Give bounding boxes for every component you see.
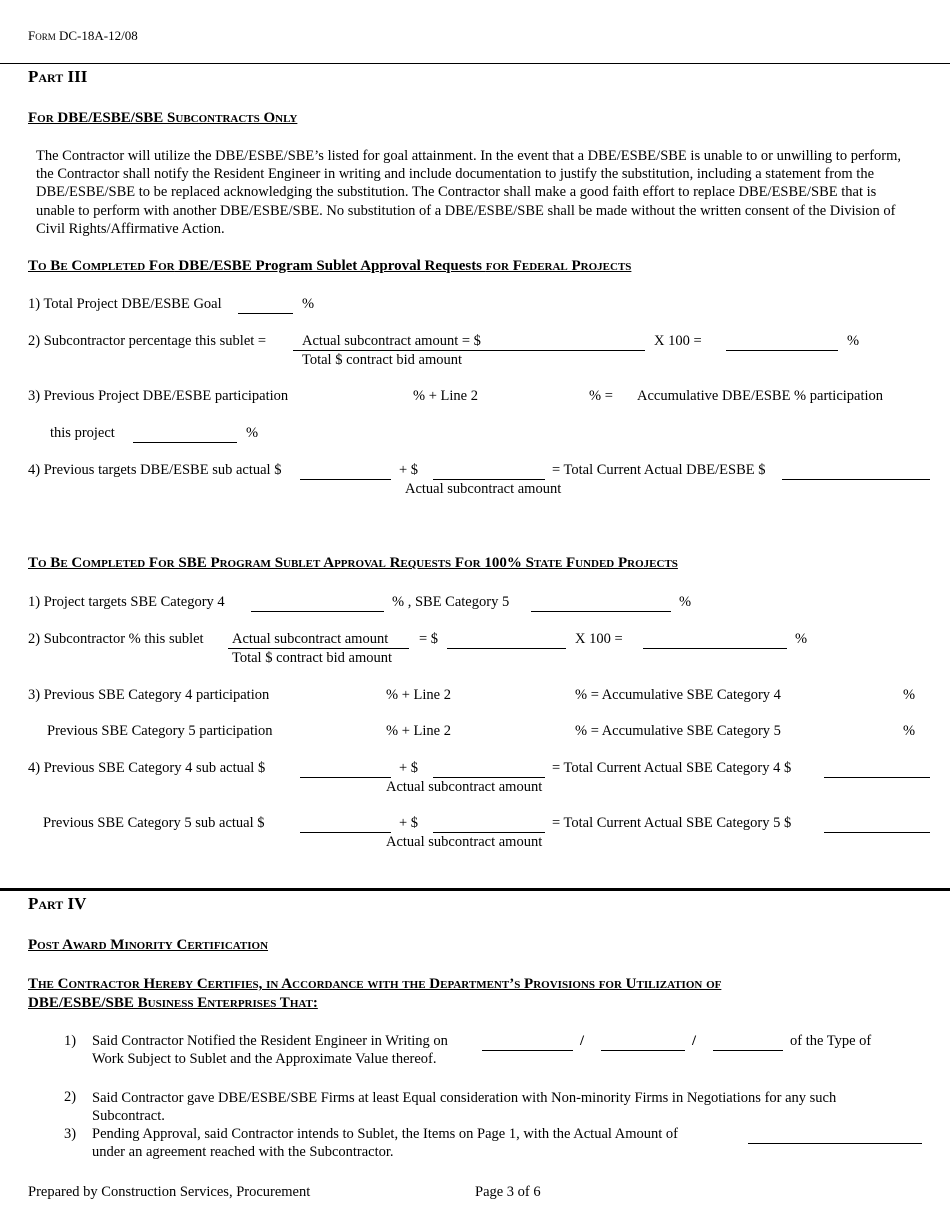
sbe-line3-label: 3) Previous SBE Category 4 participation — [28, 687, 270, 703]
fed-line4-total: = Total Current Actual DBE/ESBE $ — [552, 462, 766, 478]
fed-line1-pct: % — [302, 296, 315, 312]
cert-item-3-text: Pending Approval, said Contractor intends to Sublet, the Items on Page 1, with the Actual Amount of — [92, 1126, 678, 1142]
fed-line3-this-project: this project — [50, 425, 115, 441]
fed-line2-pct: % — [847, 333, 860, 349]
part3-section-title: For DBE/ESBE/SBE Subcontracts Only — [28, 110, 298, 126]
sbe-cat5-field[interactable] — [531, 611, 671, 612]
cert-item-3-text-b: under an agreement reached with the Subcontractor. — [92, 1144, 394, 1160]
cert-item-1-number: 1) — [64, 1033, 77, 1049]
cert-actual-amount-field[interactable] — [748, 1143, 922, 1144]
fed-this-project-field[interactable] — [133, 442, 237, 443]
cert-item-2-text: Said Contractor gave DBE/ESBE/SBE Firms at least Equal consideration with Non-minority Firms in Negotiations for any such Subcontract. — [92, 1090, 837, 1124]
sbe-cat4-field[interactable] — [251, 611, 384, 612]
cert-item-3-number: 3) — [64, 1126, 77, 1142]
fed-line2-denominator: Total $ contract bid amount — [302, 352, 463, 368]
sbe-cat4-total-field[interactable] — [824, 777, 930, 778]
sbe-line4-plus: + $ — [399, 760, 419, 776]
fed-line3-accum: Accumulative DBE/ESBE % participation — [637, 388, 884, 404]
sbe-line2-amount-field[interactable] — [447, 648, 566, 649]
sbe-cat5-prev-field[interactable] — [300, 832, 391, 833]
cert-item-1-text-b: of the Type of — [790, 1033, 872, 1049]
federal-section-title: To Be Completed For DBE/ESBE Program Sublet Approval Requests for Federal Projects — [28, 258, 632, 274]
fed-line2-x100: X 100 = — [654, 333, 702, 349]
fed-line4-actual-sub-caption: Actual subcontract amount — [405, 481, 562, 497]
sbe-cat5-actual-field[interactable] — [433, 832, 545, 833]
sbe-line1-label: 1) Project targets SBE Category 4 — [28, 594, 225, 610]
sbe-line1-pct: % — [679, 594, 692, 610]
sbe-line4b-label: Previous SBE Category 5 sub actual $ — [43, 815, 265, 831]
cert-item-2-number: 2) — [64, 1089, 77, 1105]
part4-section-title: Post Award Minority Certification — [28, 937, 269, 953]
fed-line3-pct: % — [246, 425, 259, 441]
sbe-line3-pct: % — [903, 687, 916, 703]
part3-paragraph: The Contractor will utilize the DBE/ESBE/SBE’s listed for goal attainment. In the event that a DBE/ESBE/SBE is unable to or unwilling to perform, the Contractor shall notify the Resident Engineer in writing and include documentation to justify the substitution, including a statement from the DBE/ESBE/SBE to be replaced acknowledging the substitution. The Contractor shall make a good faith effort to replace DBE/ESBE/SBE that is unable to perform with another DBE/ESBE/SBE. No substitution of a DBE/ESBE/SBE shall be made without the written consent of the Division of Civil Rights/Affirmative Action. — [36, 148, 902, 237]
fed-line2-label: 2) Subcontractor percentage this sublet = — [28, 333, 267, 349]
sbe-line2-result-field[interactable] — [643, 648, 787, 649]
sbe-line4-total4: = Total Current Actual SBE Category 4 $ — [552, 760, 792, 776]
sbe-line4b-caption: Actual subcontract amount — [386, 834, 543, 850]
cert-date-slash-1: / — [580, 1033, 585, 1049]
sbe-cat5-total-field[interactable] — [824, 832, 930, 833]
part4-certifies-line1: The Contractor Hereby Certifies, in Accordance with the Department’s Provisions for Utilization of — [28, 976, 722, 992]
sbe-line3b-plus-line2: % + Line 2 — [386, 723, 451, 739]
sbe-line3b-label: Previous SBE Category 5 participation — [47, 723, 273, 739]
sbe-line2-denominator: Total $ contract bid amount — [232, 650, 393, 666]
fed-line1-label: 1) Total Project DBE/ESBE Goal — [28, 296, 222, 312]
sbe-line4b-plus: + $ — [399, 815, 419, 831]
sbe-line2-eq: = $ — [419, 631, 439, 647]
sbe-line3-plus-line2: % + Line 2 — [386, 687, 451, 703]
sbe-line2-pct: % — [795, 631, 808, 647]
fed-line2-fraction-field[interactable] — [293, 350, 645, 351]
header-divider — [0, 63, 950, 64]
sbe-line4b-total5: = Total Current Actual SBE Category 5 $ — [552, 815, 792, 831]
fed-line4-label: 4) Previous targets DBE/ESBE sub actual $ — [28, 462, 282, 478]
footer-prepared-by: Prepared by Construction Services, Procurement — [28, 1184, 311, 1200]
part4-title: Part IV — [28, 894, 87, 913]
cert-date-year-field[interactable] — [713, 1050, 783, 1051]
sbe-line2-label: 2) Subcontractor % this sublet — [28, 631, 204, 647]
sbe-line3-accum4: % = Accumulative SBE Category 4 — [575, 687, 781, 703]
part3-title: Part III — [28, 67, 88, 86]
fed-line2-numerator: Actual subcontract amount = $ — [302, 333, 481, 349]
fed-line2-result-field[interactable] — [726, 350, 838, 351]
fed-actual-sub-field[interactable] — [433, 479, 545, 480]
fed-total-current-field[interactable] — [782, 479, 930, 480]
sbe-line2-fraction-bar — [228, 648, 409, 649]
fed-goal-field[interactable] — [238, 313, 293, 314]
fed-prev-targets-field[interactable] — [300, 479, 391, 480]
cert-date-month-field[interactable] — [482, 1050, 573, 1051]
sbe-cat4-actual-field[interactable] — [433, 777, 545, 778]
sbe-cat4-prev-field[interactable] — [300, 777, 391, 778]
fed-line4-plus: + $ — [399, 462, 419, 478]
cert-date-slash-2: / — [692, 1033, 697, 1049]
sbe-line3b-pct: % — [903, 723, 916, 739]
sbe-section-title: To Be Completed For SBE Program Sublet Approval Requests For 100% State Funded Projects — [28, 555, 678, 571]
sbe-line1-mid: % , SBE Category 5 — [392, 594, 510, 610]
cert-item-1-text-c: Work Subject to Sublet and the Approximate Value thereof. — [92, 1051, 437, 1067]
part4-divider — [0, 888, 950, 891]
footer-page-number: Page 3 of 6 — [475, 1184, 541, 1200]
cert-date-day-field[interactable] — [601, 1050, 685, 1051]
sbe-line4-label: 4) Previous SBE Category 4 sub actual $ — [28, 760, 266, 776]
part4-certifies-line2: DBE/ESBE/SBE Business Enterprises That: — [28, 995, 318, 1011]
sbe-line3b-accum5: % = Accumulative SBE Category 5 — [575, 723, 781, 739]
sbe-line2-numerator: Actual subcontract amount — [232, 631, 389, 647]
cert-item-1-text: Said Contractor Notified the Resident Engineer in Writing on — [92, 1033, 448, 1049]
form-id: Form DC-18A-12/08 — [28, 28, 138, 43]
sbe-line2-x100: X 100 = — [575, 631, 623, 647]
fed-line3-plus-line2: % + Line 2 — [413, 388, 478, 404]
fed-line3-label: 3) Previous Project DBE/ESBE participation — [28, 388, 289, 404]
fed-line3-pct-eq: % = — [589, 388, 613, 404]
sbe-line4-caption: Actual subcontract amount — [386, 779, 543, 795]
